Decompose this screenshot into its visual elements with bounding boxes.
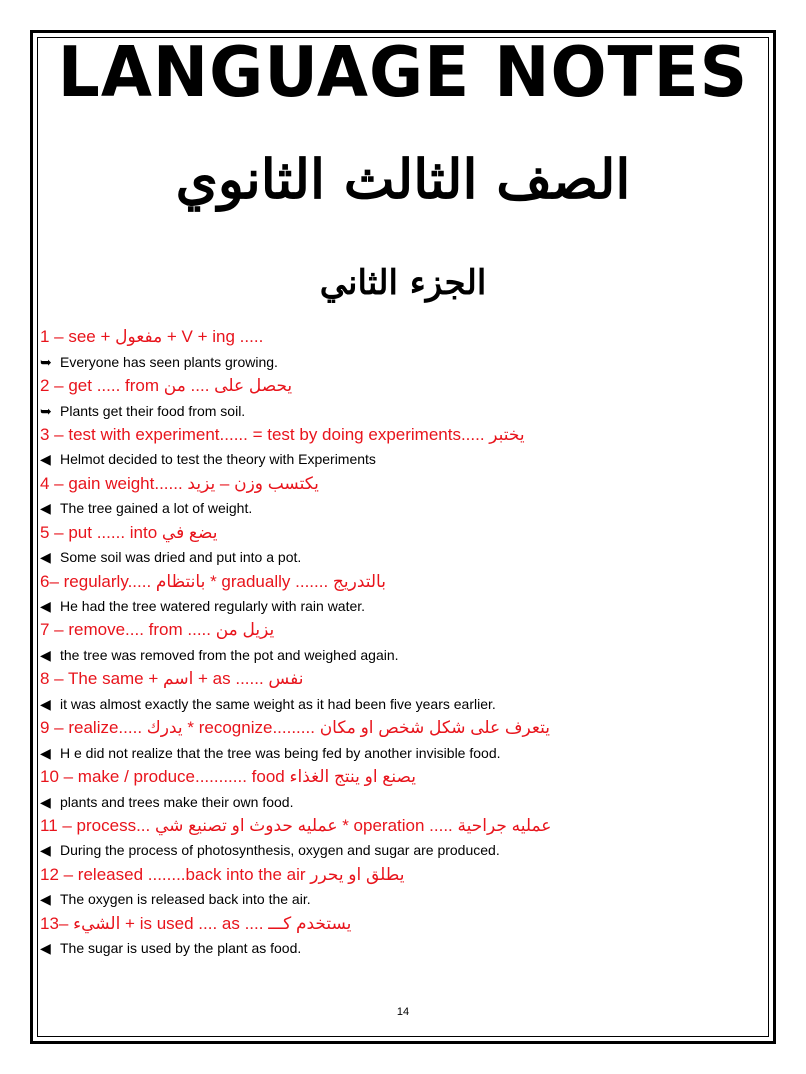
note-example: ◀ Some soil was dried and put into a pot. [40,549,302,566]
note-heading: 8 – The same + اسم + as ...... نفس [40,669,304,689]
note-example: ◀ The sugar is used by the plant as food. [40,940,302,957]
note-example: ◀ the tree was removed from the pot and weighed again. [40,646,399,663]
megaphone-icon: ◀ [40,646,51,663]
megaphone-icon: ◀ [40,451,51,468]
check-pointer-icon: ➥ [40,402,52,419]
megaphone-icon: ◀ [40,842,51,859]
megaphone-icon: ◀ [40,793,51,810]
megaphone-icon: ◀ [40,549,51,566]
page-number: 14 [396,1006,410,1018]
megaphone-icon: ◀ [40,891,51,908]
note-heading: 10 – make / produce........... food يصنع او ينتج الغذاء [40,767,416,787]
note-heading: 9 – realize..... يدرك * recognize......... يتعرف على شكل شخص او مكان [40,718,550,738]
megaphone-icon: ◀ [40,598,51,615]
grade-title-arabic: الصف الثالث الثانوي [175,147,631,211]
note-heading: 7 – remove.... from ..... يزيل من [40,620,275,640]
note-heading: 11 – process... عمليه حدوث او تصنيع شي * operation ..... عمليه جراحية [40,815,552,835]
megaphone-icon: ◀ [40,695,51,712]
megaphone-icon: ◀ [40,744,51,761]
note-example: ➥ Everyone has seen plants growing. [40,353,278,370]
check-pointer-icon: ➥ [40,353,52,370]
note-example: ◀ H e did not realize that the tree was being fed by another invisible food. [40,744,501,761]
note-example: ◀ He had the tree watered regularly with rain water. [40,598,366,615]
part-title-arabic: الجزء الثاني [319,263,487,303]
note-example: ➥ Plants get their food from soil. [40,402,246,419]
note-heading: 4 – gain weight...... يكتسب وزن – يزيد [40,473,319,493]
note-example: ◀ plants and trees make their own food. [40,793,294,810]
notes-list [40,325,760,960]
note-heading: 3 – test with experiment...... = test by doing experiments..... يختبر [40,424,525,444]
note-heading: 13– الشيء + is used .... as .... يستخدم كـــ [40,913,352,933]
note-heading: 6– regularly..... بانتظام * gradually ....... بالتدريج [40,571,386,591]
megaphone-icon: ◀ [40,940,51,957]
page-title: LANGUAGE NOTES [57,32,749,113]
note-example: ◀ it was almost exactly the same weight as it had been five years earlier. [40,695,496,712]
megaphone-icon: ◀ [40,500,51,517]
note-example: ◀ During the process of photosynthesis, oxygen and sugar are produced. [40,842,500,859]
note-example: ◀ The oxygen is released back into the air. [40,891,311,908]
note-heading: 1 – see + مفعول + V + ing ..... [40,327,264,347]
note-heading: 12 – released ........back into the air يطلق او يحرر [40,864,405,884]
note-example: ◀ Helmot decided to test the theory with Experiments [40,451,376,468]
note-heading: 5 – put ...... into يضع في [40,522,218,542]
note-example: ◀ The tree gained a lot of weight. [40,500,253,517]
note-heading: 2 – get ..... from يحصل على .... من [40,376,293,396]
